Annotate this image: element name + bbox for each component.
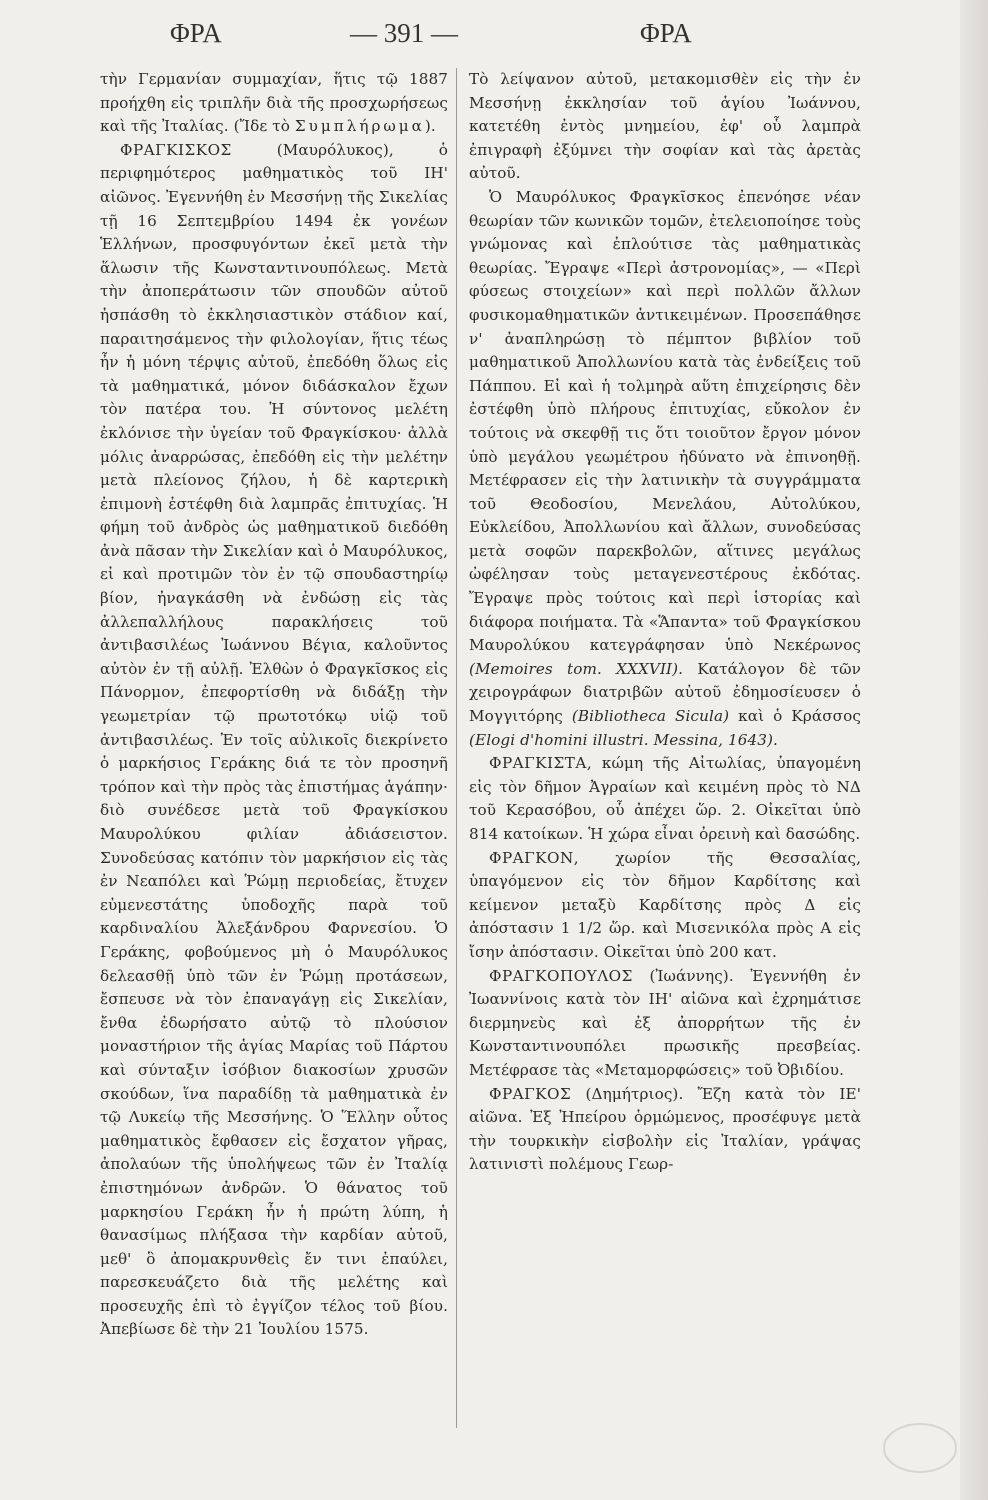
entry-headword: ΦΡΑΓΚΟΝ, [489,848,580,867]
entry-headword: ΦΡΑΓΚΟΠΟΥΛΟΣ [489,966,633,985]
right-column [456,68,861,1428]
left-column [100,68,448,1342]
citation: (Bibliotheca Sicula) [571,707,730,726]
entry-headword: ΦΡΑΓΚΙΣΤΑ, [489,754,593,773]
citation: (Elogi d'homini illustri. Messina, 1643). [469,730,778,749]
paragraph [469,186,861,752]
paragraph-text: τὴν Γερμανίαν συμμαχίαν, ἥτις τῷ 1887 προήχθη εἰς τριπλῆν διὰ τῆς προσχωρήσεως καὶ τῆς Ἰταλίας. (Ἴδε τὸ [100,70,448,136]
entry-text: κώμη τῆς Αἰτωλίας, ὑπαγομένη εἰς τὸν δῆμον Ἀγραίων καὶ κειμένη πρὸς τὸ ΝΔ τοῦ Κερασόβου, οὗ ἀπέχει ὥρ. 2. Οἰκεῖται ὑπὸ 814 κατοίκων. Ἡ χώρα εἶναι ὀρεινὴ καὶ δασώδης. [469,754,861,843]
page-edge [960,0,988,1500]
entry [469,752,861,846]
paragraph [469,68,861,186]
paragraph-text: καὶ ὁ Κράσσος [738,707,861,726]
header-right-guideword: ΦΡΑ [640,18,692,48]
cross-reference: Συμπλήρωμα [294,117,425,136]
entry [469,965,861,1083]
page-number: — 391 — [350,18,458,48]
entry [469,847,861,965]
entry-text: (Δημήτριος). Ἔζη κατὰ τὸν ΙΕ' αἰῶνα. Ἐξ Ἠπείρου ὁρμώμενος, προσέφυγε μετὰ τὴν τουρκικὴν εἰσβολὴν εἰς Ἰταλίαν, γράψας λατινιστὶ πολέμους Γεωρ- [469,1084,861,1174]
paragraph-text: Κατάλογον δὲ τῶν χειρογράφων διατριβῶν αὐτοῦ ἐδημοσίευσεν ὁ Μογγιτόρης [469,659,861,726]
entry-headword: ΦΡΑΓΚΟΣ [489,1084,572,1103]
citation: (Memoires tom. XXXVII). [469,659,684,678]
entry-headword: ΦΡΑΓΚΙΣΚΟΣ [120,140,232,159]
paragraph-text: ). [424,117,436,136]
page-header [150,18,750,68]
entry-text: (Μαυρόλυκος), ὁ περιφημότερος μαθηματικὸς τοῦ ΙΗ' αἰῶνος. Ἐγεννήθη ἐν Μεσσήνῃ τῆς Σικελίας τῇ 16 Σεπτεμβρίου 1494 ἐκ γονέων Ἑλλήνων, προσφυγόντων ἐκεῖ μετὰ τὴν ἅλωσιν τῆς Κωνσταντινουπόλεως. Μετὰ τὴν ἀποπεράτωσιν τῶν σπουδῶν αὐτοῦ ἠσπάσθη τὸ ἐκκλησιαστικὸν στάδιον καί, παραιτησάμενος τὴν φιλολογίαν, ἥτις τέως ἦν ἡ μόνη τέρψις αὐτοῦ, ἐπεδόθη ὅλως εἰς τὰ μαθηματικά, μόνον διδάσκαλον ἔχων τὸν πατέρα του. Ἡ σύντονος μελέτη ἐκλόνισε τὴν ὑγείαν τοῦ Φραγκίσκου· ἀλλὰ μόλις ἀναρρώσας, ἐπεδόθη εἰς τὴν μελέτην μετὰ πλείονος ζήλου, ἡ δὲ καρτερικὴ ἐπιμονὴ ἐστέφθη διὰ λαμπρᾶς ἐπιτυχίας. Ἡ φήμη τοῦ ἀνδρὸς ὡς μαθηματικοῦ διεδόθη ἀνὰ πᾶσαν τὴν Σικελίαν καὶ ὁ Μαυρόλυκος, εἰ καὶ προτιμῶν τὸν ἐν τῷ σπουδαστηρίῳ βίον, ἠναγκάσθη νὰ ἐνδώσῃ εἰς τὰς ἀλλεπαλλήλους παρακλήσεις τοῦ ἀντιβασιλέως Ἰωάννου Βέγια, καλοῦντος αὐτὸν ἐν τῇ αὐλῇ. Ἐλθὼν ὁ Φραγκῖσκος εἰς Πάνορμον, ἐπεφορτίσθη νὰ διδάξῃ τὴν γεωμετρίαν τῷ πρωτοτόκῳ υἱῷ τοῦ ἀντιβασιλέως. Ἐν τοῖς αὐλικοῖς διεκρίνετο ὁ μαρκήσιος Γεράκης διά τε τὸν προσηνῆ τρόπον καὶ τὴν πρὸς τὰς ἐπιστήμας ἀγάπην· διὸ συνέδεσε μετὰ τοῦ Φραγκίσκου Μαυρολύκου φιλίαν ἀδιάσειστον. Συνοδεύσας κατόπιν τὸν μαρκήσιον εἰς τὰς ἐν Νεαπόλει καὶ Ῥώμῃ περιοδείας, ἔτυχεν εὐμενεστάτης ὑποδοχῆς παρὰ τοῦ καρδιναλίου Ἀλεξάνδρου Φαρνεσίου. Ὁ Γεράκης, φοβούμενος μὴ ὁ Μαυρόλυκος δελεασθῇ ὑπὸ τῶν ἐν Ῥώμῃ προτάσεων, ἔσπευσε νὰ τὸν ἐπαναγάγῃ εἰς Σικελίαν, ἔνθα ἐδωρήσατο αὐτῷ τὸ πλούσιον μοναστήριον τῆς ἁγίας Μαρίας τοῦ Πάρτου καὶ σύνταξιν ἰσόβιον διακοσίων χρυσῶν σκούδων, ἵνα παραδίδῃ τὰ μαθηματικὰ ἐν τῷ Λυκείῳ τῆς Μεσσήνης. Ὁ Ἕλλην οὗτος μαθηματικὸς ἔφθασεν εἰς ἔσχατον γῆρας, ἀπολαύων τῆς ὑπολήψεως τῶν ἐν Ἰταλίᾳ ἐπιστημόνων ἀνδρῶν. Ὁ θάνατος τοῦ μαρκησίου Γεράκη ἦν ἡ πρώτη λύπη, ἡ θανασίμως πλήξασα τὴν καρδίαν αὐτοῦ, μεθ' ὃ ἀπομακρυνθεὶς ἔν τινι ἐπαύλει, παρεσκευάζετο διὰ τῆς μελέτης καὶ προσευχῆς ἐπὶ τὸ ἐγγίζον τέλος τοῦ βίου. Ἀπεβίωσε δὲ τὴν 21 Ἰουλίου 1575. [100,140,448,1339]
entry-text: (Ἰωάννης). Ἐγεννήθη ἐν Ἰωαννίνοις κατὰ τὸν ΙΗ' αἰῶνα καὶ ἐχρημάτισε διερμηνεὺς καὶ ἐξ ἀπορρήτων τῆς ἐν Κωνσταντινουπόλει πρωσικῆς πρεσβείας. Μετέφρασε τὰς «Μεταμορφώσεις» τοῦ Ὀβιδίου. [469,966,862,1079]
paragraph-text: Ὁ Μαυρόλυκος Φραγκῖσκος ἐπενόησε νέαν θεωρίαν τῶν κωνικῶν τομῶν, ἐτελειοποίησε τοὺς γνώμονας καὶ ἐπλούτισε τὰς μαθηματικὰς θεωρίας. Ἔγραψε «Περὶ ἀστρονομίας», — «Περὶ φύσεως στοιχείων» καὶ περὶ πολλῶν ἄλλων φυσικομαθηματικῶν ἀντικειμένων. Προσεπάθησε ν' ἀναπληρώσῃ τὸ πέμπτον βιβλίον τοῦ μαθηματικοῦ Ἀπολλωνίου κατὰ τὰς ἐνδείξεις τοῦ Πάππου. Εἰ καὶ ἡ τολμηρὰ αὕτη ἐπιχείρησις δὲν ἐστέφθη ὑπὸ πλήρους ἐπιτυχίας, εὔκολον ἐν τούτοις νὰ σκεφθῇ τις ὅτι τοιοῦτον ἔργον μόνον ὑπὸ μεγάλου γεωμέτρου ἠδύνατο νὰ ἐπινοηθῇ. Μετέφρασεν εἰς τὴν λατινικὴν τὰ συγγράμματα τοῦ Θεοδοσίου, Μενελάου, Αὐτολύκου, Εὐκλείδου, Ἀπολλωνίου καὶ ἄλλων, συνοδεύσας μετὰ σοφῶν παρεκβολῶν, αἵτινες μεγάλως ὠφέλησαν τοὺς μεταγενεστέρους ἐκδότας. Ἔγραψε πρὸς τούτοις καὶ περὶ ἱστορίας καὶ διάφορα ποιήματα. Τὰ «Ἅπαντα» τοῦ Φραγκίσκου Μαυρολύκου κατεγράφησαν ὑπὸ Νεκέρωνος [469,187,861,655]
entry [100,139,448,1342]
entry [469,1083,861,1177]
paragraph-text: Τὸ λείψανον αὐτοῦ, μετακομισθὲν εἰς τὴν ἐν Μεσσήνῃ ἐκκλησίαν τοῦ ἁγίου Ἰωάννου, κατετέθη ἐντὸς μνημείου, ἐφ' οὗ λαμπρὰ ἐπιγραφὴ ἐξύμνει τὴν σοφίαν καὶ τὰς ἀρετὰς αὐτοῦ. [469,70,861,183]
library-stamp-watermark [880,1418,960,1478]
paragraph [100,68,448,139]
entry-text: χωρίον τῆς Θεσσαλίας, ὑπαγόμενον εἰς τὸν δῆμον Καρδίτσης καὶ κείμενον μεταξὺ Καρδίτσης πρὸς Δ εἰς ἀπόστασιν 1 1/2 ὥρ. καὶ Μισενικόλα πρὸς Α εἰς ἴσην ἀπόστασιν. Οἰκεῖται ὑπὸ 200 κατ. [469,848,862,961]
header-left-guideword: ΦΡΑ [170,18,222,48]
